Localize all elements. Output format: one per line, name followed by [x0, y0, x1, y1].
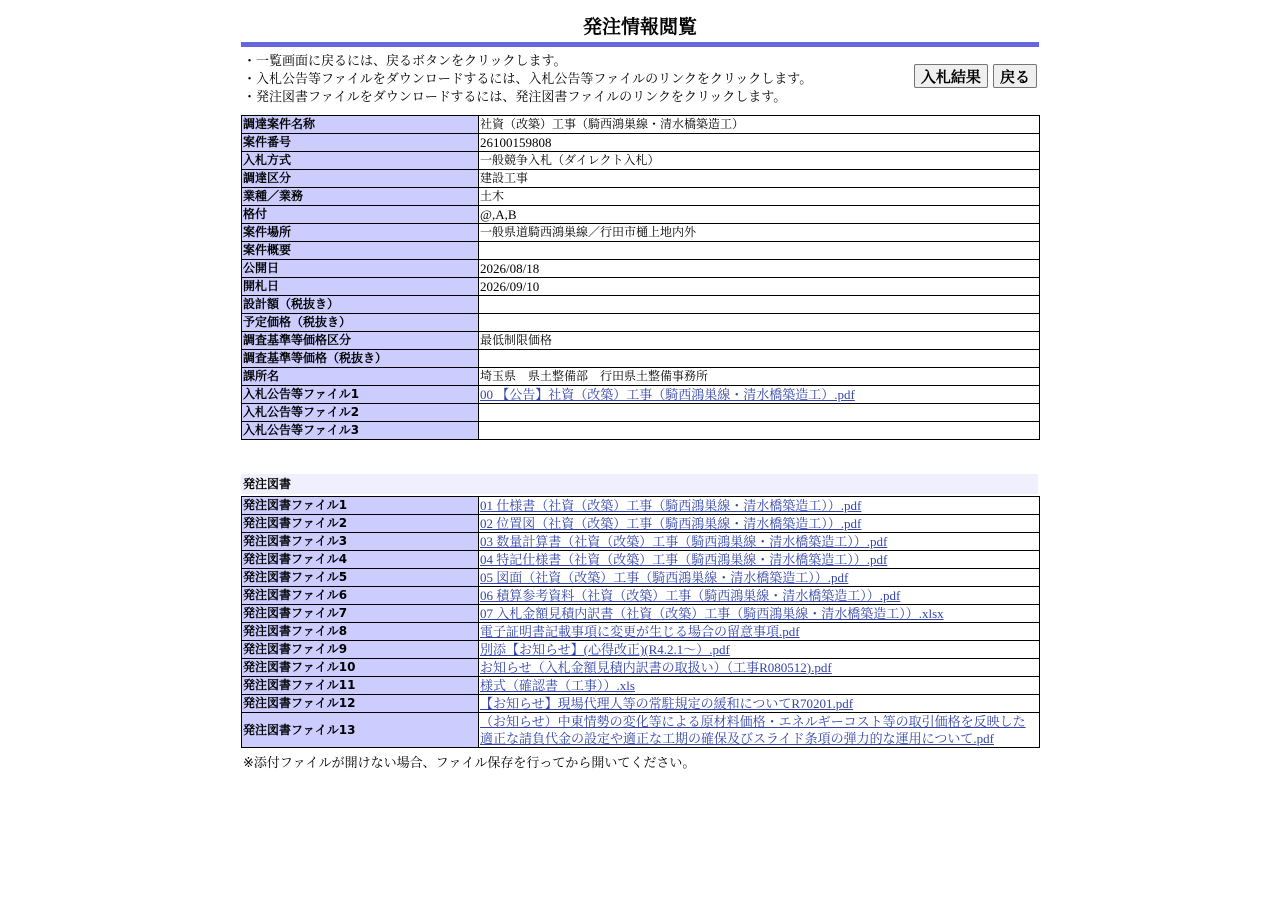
doc-file-link[interactable]: 05 図面（社資（改築）工事（騎西鴻巣線・清水橋築造工））.pdf	[480, 570, 849, 585]
doc-file-label: 発注図書ファイル13	[242, 713, 479, 748]
notice-file-label: 入札公告等ファイル2	[242, 404, 479, 422]
detail-value: 一般競争入札（ダイレクト入札）	[479, 152, 1040, 170]
doc-file-cell	[479, 587, 1040, 605]
detail-row	[242, 206, 1040, 224]
detail-value: 建設工事	[479, 170, 1040, 188]
notice-file-row	[242, 422, 1040, 440]
detail-label: 調達案件名称	[242, 116, 479, 134]
detail-row	[242, 332, 1040, 350]
notice-file-cell	[479, 404, 1040, 422]
doc-file-link[interactable]: 07 入札金額見積内訳書（社資（改築）工事（騎西鴻巣線・清水橋築造工））.xlsx	[480, 606, 944, 621]
detail-label: 課所名	[242, 368, 479, 386]
detail-value: 最低制限価格	[479, 332, 1040, 350]
instruction-line: ・発注図書ファイルをダウンロードするには、発注図書ファイルのリンクをクリックします。	[243, 90, 787, 105]
doc-file-label: 発注図書ファイル3	[242, 533, 479, 551]
doc-file-cell	[479, 605, 1040, 623]
doc-file-row	[242, 587, 1040, 605]
detail-value: @,A,B	[479, 206, 1040, 224]
doc-file-row	[242, 551, 1040, 569]
detail-label: 入札方式	[242, 152, 479, 170]
title-divider	[241, 42, 1039, 47]
doc-file-cell	[479, 533, 1040, 551]
page-container	[241, 0, 1039, 771]
doc-file-row	[242, 713, 1040, 748]
notice-file-row	[242, 404, 1040, 422]
detail-row	[242, 224, 1040, 242]
doc-file-cell	[479, 623, 1040, 641]
doc-file-link[interactable]: 06 積算参考資料（社資（改築）工事（騎西鴻巣線・清水橋築造工））.pdf	[480, 588, 901, 603]
detail-label: 公開日	[242, 260, 479, 278]
doc-file-link[interactable]: お知らせ（入札金額見積内訳書の取扱い）（工事R080512).pdf	[480, 660, 832, 675]
back-button[interactable]: 戻る	[993, 64, 1037, 88]
doc-file-cell	[479, 677, 1040, 695]
doc-file-link[interactable]: （お知らせ）中東情勢の変化等による原材料価格・エネルギーコスト等の取引価格を反映した適正な請負代金の設定や適正な工期の確保及びスライド条項の弾力的な運用について.pdf	[480, 714, 1026, 746]
detail-label: 予定価格（税抜き）	[242, 314, 479, 332]
doc-file-row	[242, 695, 1040, 713]
notice-file-label: 入札公告等ファイル3	[242, 422, 479, 440]
detail-label: 調達区分	[242, 170, 479, 188]
detail-row	[242, 260, 1040, 278]
doc-file-link[interactable]: 【お知らせ】現場代理人等の常駐規定の緩和についてR70201.pdf	[480, 696, 854, 711]
detail-row	[242, 188, 1040, 206]
doc-file-link[interactable]: 03 数量計算書（社資（改築）工事（騎西鴻巣線・清水橋築造工））.pdf	[480, 534, 888, 549]
doc-file-link[interactable]: 02 位置図（社資（改築）工事（騎西鴻巣線・清水橋築造工））.pdf	[480, 516, 862, 531]
detail-value	[479, 350, 1040, 368]
doc-file-row	[242, 533, 1040, 551]
notice-file-label: 入札公告等ファイル1	[242, 386, 479, 404]
detail-row	[242, 170, 1040, 188]
page-title: 発注情報閲覧	[582, 16, 697, 38]
docs-section-heading: 発注図書	[241, 474, 1038, 494]
doc-file-link[interactable]: 別添【お知らせ】(心得改正)(R4.2.1～）.pdf	[480, 642, 730, 657]
doc-file-cell	[479, 695, 1040, 713]
detail-value: 一般県道騎西鴻巣線／行田市樋上地内外	[479, 224, 1040, 242]
doc-file-row	[242, 677, 1040, 695]
doc-file-label: 発注図書ファイル11	[242, 677, 479, 695]
doc-file-row	[242, 623, 1040, 641]
instruction-line: ・入札公告等ファイルをダウンロードするには、入札公告等ファイルのリンクをクリックします。	[243, 72, 813, 87]
footer-note: ※添付ファイルが開けない場合、ファイル保存を行ってから開いてください。	[243, 756, 696, 771]
detail-value: 社資（改築）工事（騎西鴻巣線・清水橋築造工）	[479, 116, 1040, 134]
detail-row	[242, 314, 1040, 332]
doc-file-link[interactable]: 01 仕様書（社資（改築）工事（騎西鴻巣線・清水橋築造工））.pdf	[480, 498, 862, 513]
detail-value	[479, 242, 1040, 260]
doc-file-link[interactable]: 04 特記仕様書（社資（改築）工事（騎西鴻巣線・清水橋築造工））.pdf	[480, 552, 888, 567]
doc-file-cell	[479, 713, 1040, 748]
detail-row	[242, 242, 1040, 260]
instruction-line: ・一覧画面に戻るには、戻るボタンをクリックします。	[243, 54, 567, 69]
doc-file-cell	[479, 551, 1040, 569]
detail-value: 26100159808	[479, 134, 1040, 152]
detail-label: 案件番号	[242, 134, 479, 152]
doc-file-link[interactable]: 様式（確認書（工事））.xls	[480, 678, 635, 693]
detail-row	[242, 134, 1040, 152]
detail-value: 2026/09/10	[479, 278, 1040, 296]
detail-value	[479, 296, 1040, 314]
notice-file-row	[242, 386, 1040, 404]
doc-file-label: 発注図書ファイル12	[242, 695, 479, 713]
detail-label: 調査基準等価格区分	[242, 332, 479, 350]
detail-label: 設計額（税抜き）	[242, 296, 479, 314]
detail-label: 調査基準等価格（税抜き）	[242, 350, 479, 368]
detail-row	[242, 116, 1040, 134]
doc-file-label: 発注図書ファイル4	[242, 551, 479, 569]
detail-row	[242, 350, 1040, 368]
action-buttons	[913, 64, 1037, 88]
detail-label: 案件概要	[242, 242, 479, 260]
docs-table	[241, 496, 1040, 748]
detail-value	[479, 314, 1040, 332]
detail-label: 格付	[242, 206, 479, 224]
detail-row	[242, 278, 1040, 296]
instructions-list	[243, 53, 812, 107]
doc-file-row	[242, 659, 1040, 677]
doc-file-label: 発注図書ファイル8	[242, 623, 479, 641]
doc-file-cell	[479, 515, 1040, 533]
doc-file-label: 発注図書ファイル1	[242, 497, 479, 515]
doc-file-row	[242, 641, 1040, 659]
detail-label: 開札日	[242, 278, 479, 296]
doc-file-label: 発注図書ファイル7	[242, 605, 479, 623]
doc-file-row	[242, 497, 1040, 515]
doc-file-label: 発注図書ファイル5	[242, 569, 479, 587]
doc-file-cell	[479, 497, 1040, 515]
detail-value: 土木	[479, 188, 1040, 206]
detail-row	[242, 368, 1040, 386]
notice-file-link[interactable]: 00 【公告】社資（改築）工事（騎西鴻巣線・清水橋築造工）.pdf	[480, 387, 855, 402]
doc-file-link[interactable]: 電子証明書記載事項に変更が生じる場合の留意事項.pdf	[480, 624, 800, 639]
doc-file-row	[242, 515, 1040, 533]
doc-file-cell	[479, 641, 1040, 659]
doc-file-label: 発注図書ファイル10	[242, 659, 479, 677]
doc-file-label: 発注図書ファイル2	[242, 515, 479, 533]
detail-label: 業種／業務	[242, 188, 479, 206]
detail-value: 埼玉県 県土整備部 行田県土整備事務所	[479, 368, 1040, 386]
detail-value: 2026/08/18	[479, 260, 1040, 278]
notice-file-cell	[479, 422, 1040, 440]
doc-file-cell	[479, 569, 1040, 587]
details-table	[241, 115, 1040, 440]
detail-label: 案件場所	[242, 224, 479, 242]
detail-row	[242, 152, 1040, 170]
doc-file-cell	[479, 659, 1040, 677]
notice-file-cell	[479, 386, 1040, 404]
instructions-area	[241, 53, 1039, 115]
bid-results-button[interactable]: 入札結果	[914, 64, 988, 88]
doc-file-row	[242, 605, 1040, 623]
detail-row	[242, 296, 1040, 314]
doc-file-label: 発注図書ファイル6	[242, 587, 479, 605]
doc-file-label: 発注図書ファイル9	[242, 641, 479, 659]
doc-file-row	[242, 569, 1040, 587]
